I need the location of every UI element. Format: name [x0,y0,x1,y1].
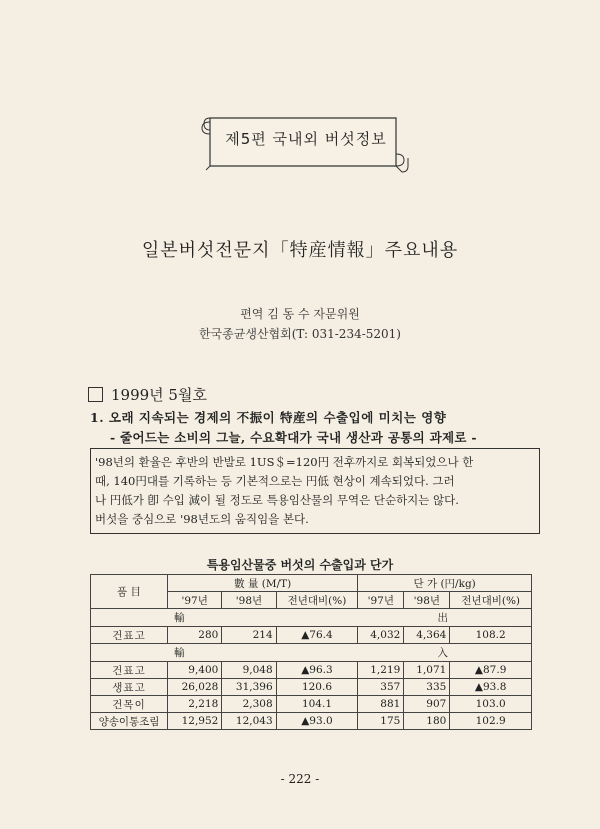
author-line: 편역 김 동 수 자문위원 [240,307,360,321]
table-row [91,713,532,730]
price-ratio: 103.0 [450,696,532,713]
price-ratio: 108.2 [450,627,532,644]
price-98: 4,364 [404,627,450,644]
qty-97: 280 [168,627,222,644]
item-name: 생표고 [91,679,168,696]
summary-box [90,448,540,534]
qty-97: 2,218 [168,696,222,713]
import-label-right: 入 [437,647,448,659]
import-label-left: 輸 [174,647,185,659]
qty-98: 12,043 [222,713,276,730]
issue-heading [88,384,207,405]
header-97: '97년 [168,592,222,609]
qty-98: 214 [222,627,276,644]
qty-ratio: ▲76.4 [276,627,358,644]
summary-line: '98년의 환율은 후반의 반발로 1US＄=120円 전후까지로 회복되었으나 한 [95,455,474,469]
item-name: 건목이 [91,696,168,713]
table-row [91,696,532,713]
price-98: 335 [404,679,450,696]
issue-label: 1999년 5월호 [111,386,207,404]
item-name: 건표고 [91,627,168,644]
qty-98: 31,396 [222,679,276,696]
price-97: 1,219 [358,662,404,679]
trade-table [90,574,532,730]
table-title: 특용임산물중 버섯의 수출입과 단가 [206,558,394,572]
table-row [91,679,532,696]
qty-97: 12,952 [168,713,222,730]
header-98: '98년 [222,592,276,609]
price-ratio: ▲87.9 [450,662,532,679]
qty-97: 9,400 [168,662,222,679]
header-item: 품 目 [91,575,168,609]
price-ratio: ▲93.8 [450,679,532,696]
export-section-row [91,609,532,627]
qty-ratio: 120.6 [276,679,358,696]
price-97: 4,032 [358,627,404,644]
item-name: 건표고 [91,662,168,679]
header-ratio: 전년대비(%) [276,592,358,609]
page-number: - 222 - [280,772,320,786]
price-98: 180 [404,713,450,730]
table-header-row [91,575,532,592]
header-97: '97년 [358,592,404,609]
export-label-right: 出 [437,612,448,624]
summary-line: 때, 140円대를 기록하는 등 기본적으로는 円低 현상이 계속되었다. 그러 [95,474,455,488]
import-section-row [91,644,532,662]
table-row [91,627,532,644]
header-ratio: 전년대비(%) [450,592,532,609]
price-98: 1,071 [404,662,450,679]
chapter-banner [196,112,416,178]
summary-line: 나 円低가 卽 수입 減이 될 정도로 특용임산물의 무역은 단순하지는 않다. [95,493,459,507]
qty-ratio: ▲93.0 [276,713,358,730]
item-name: 양송이통조림 [91,713,168,730]
price-97: 175 [358,713,404,730]
price-97: 357 [358,679,404,696]
chapter-title: 제5편 국내외 버섯정보 [225,130,387,148]
qty-ratio: 104.1 [276,696,358,713]
qty-98: 9,048 [222,662,276,679]
header-quantity: 數 量 (M/T) [168,575,358,592]
checkbox-icon [88,387,103,402]
header-98: '98년 [404,592,450,609]
price-98: 907 [404,696,450,713]
section-heading: 1. 오래 지속되는 경제의 不振이 特産의 수출입에 미치는 영향 [90,410,447,425]
section-subheading: - 줄어드는 소비의 그늘, 수요확대가 국내 생산과 공통의 과제로 - [110,430,477,445]
header-price: 단 가 (円/kg) [358,575,532,592]
qty-98: 2,308 [222,696,276,713]
table-row [91,662,532,679]
qty-ratio: ▲96.3 [276,662,358,679]
qty-97: 26,028 [168,679,222,696]
summary-line: 버섯을 중심으로 '98년도의 움직임을 본다. [95,512,309,526]
price-ratio: 102.9 [450,713,532,730]
export-label-left: 輸 [174,612,185,624]
price-97: 881 [358,696,404,713]
author-affiliation: 한국종균생산협회(T: 031-234-5201) [199,327,401,341]
document-title: 일본버섯전문지「特産情報」주요내용 [141,240,459,261]
